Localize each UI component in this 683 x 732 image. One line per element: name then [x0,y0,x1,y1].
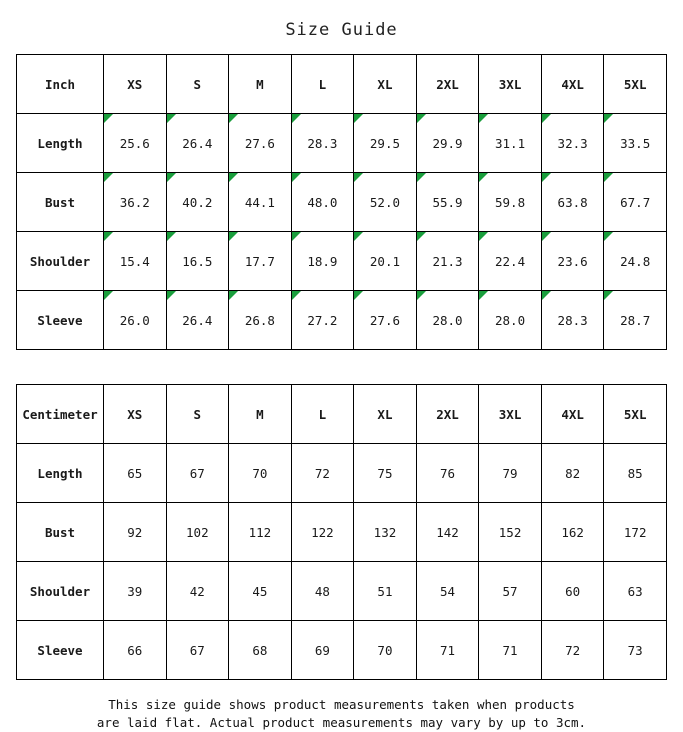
row-label-cm-length: Length [17,444,104,503]
size-header-l: L [291,55,354,114]
cell-inch-shoulder-m: 17.7 [229,232,292,291]
cell-cm-shoulder-5xl: 63 [604,562,667,621]
size-header-cm-m: M [229,385,292,444]
cell-inch-length-s: 26.4 [166,114,229,173]
cell-cm-sleeve-xs: 66 [104,621,167,680]
size-header-2xl: 2XL [416,55,479,114]
cell-inch-length-m: 27.6 [229,114,292,173]
cell-cm-shoulder-3xl: 57 [479,562,542,621]
cell-cm-shoulder-s: 42 [166,562,229,621]
cell-cm-shoulder-2xl: 54 [416,562,479,621]
cell-cm-sleeve-xl: 70 [354,621,417,680]
size-header-cm-s: S [166,385,229,444]
cell-inch-sleeve-2xl: 28.0 [416,291,479,350]
size-header-cm-l: L [291,385,354,444]
cell-cm-bust-3xl: 152 [479,503,542,562]
table-row [17,562,667,621]
cell-cm-shoulder-xl: 51 [354,562,417,621]
cell-inch-bust-m: 44.1 [229,173,292,232]
table-header-row [17,55,667,114]
cell-cm-length-2xl: 76 [416,444,479,503]
cell-cm-length-s: 67 [166,444,229,503]
cell-cm-sleeve-3xl: 71 [479,621,542,680]
cell-inch-length-xl: 29.5 [354,114,417,173]
cell-cm-length-5xl: 85 [604,444,667,503]
cell-cm-length-l: 72 [291,444,354,503]
footnote-line-2: are laid flat. Actual product measurements may vary by up to 3cm. [96,715,587,730]
cell-inch-sleeve-xl: 27.6 [354,291,417,350]
size-header-s: S [166,55,229,114]
cell-cm-length-3xl: 79 [479,444,542,503]
cell-inch-length-xs: 25.6 [104,114,167,173]
size-header-xl: XL [354,55,417,114]
cell-cm-length-xl: 75 [354,444,417,503]
cell-inch-shoulder-xs: 15.4 [104,232,167,291]
cell-inch-shoulder-5xl: 24.8 [604,232,667,291]
table-row [17,444,667,503]
size-header-cm-4xl: 4XL [541,385,604,444]
table-row [17,503,667,562]
table-row [17,291,667,350]
cell-cm-length-m: 70 [229,444,292,503]
table-row [17,114,667,173]
cell-cm-length-4xl: 82 [541,444,604,503]
cell-inch-bust-s: 40.2 [166,173,229,232]
cell-cm-bust-4xl: 162 [541,503,604,562]
cell-inch-bust-2xl: 55.9 [416,173,479,232]
cell-cm-bust-2xl: 142 [416,503,479,562]
cell-inch-sleeve-5xl: 28.7 [604,291,667,350]
cell-inch-shoulder-4xl: 23.6 [541,232,604,291]
size-header-3xl: 3XL [479,55,542,114]
cell-inch-bust-5xl: 67.7 [604,173,667,232]
cell-inch-sleeve-s: 26.4 [166,291,229,350]
cell-cm-sleeve-l: 69 [291,621,354,680]
size-header-m: M [229,55,292,114]
cell-inch-sleeve-4xl: 28.3 [541,291,604,350]
cell-inch-length-2xl: 29.9 [416,114,479,173]
cell-cm-sleeve-s: 67 [166,621,229,680]
cell-cm-bust-s: 102 [166,503,229,562]
size-header-cm-xl: XL [354,385,417,444]
cell-inch-shoulder-2xl: 21.3 [416,232,479,291]
size-header-xs: XS [104,55,167,114]
page-title: Size Guide [285,20,398,40]
size-header-cm-2xl: 2XL [416,385,479,444]
cell-inch-length-5xl: 33.5 [604,114,667,173]
cell-cm-sleeve-4xl: 72 [541,621,604,680]
cell-inch-length-l: 28.3 [291,114,354,173]
cell-cm-bust-xs: 92 [104,503,167,562]
table-row [17,232,667,291]
table-spacer [16,350,667,384]
table-row [17,173,667,232]
row-label-cm-bust: Bust [17,503,104,562]
cell-cm-bust-xl: 132 [354,503,417,562]
unit-label-centimeter: Centimeter [17,385,104,444]
row-label-shoulder: Shoulder [17,232,104,291]
cell-inch-shoulder-s: 16.5 [166,232,229,291]
cell-inch-sleeve-3xl: 28.0 [479,291,542,350]
footnote-line-1: This size guide shows product measurements taken when products [108,697,575,712]
cell-cm-sleeve-5xl: 73 [604,621,667,680]
row-label-sleeve: Sleeve [17,291,104,350]
cell-inch-sleeve-m: 26.8 [229,291,292,350]
cell-cm-shoulder-xs: 39 [104,562,167,621]
size-header-4xl: 4XL [541,55,604,114]
cell-inch-sleeve-xs: 26.0 [104,291,167,350]
cell-inch-sleeve-l: 27.2 [291,291,354,350]
cell-inch-bust-xl: 52.0 [354,173,417,232]
row-label-length: Length [17,114,104,173]
size-header-cm-xs: XS [104,385,167,444]
cell-cm-shoulder-l: 48 [291,562,354,621]
cell-inch-bust-4xl: 63.8 [541,173,604,232]
cell-inch-shoulder-xl: 20.1 [354,232,417,291]
row-label-cm-sleeve: Sleeve [17,621,104,680]
cell-inch-bust-l: 48.0 [291,173,354,232]
cell-cm-bust-5xl: 172 [604,503,667,562]
cell-inch-shoulder-l: 18.9 [291,232,354,291]
row-label-cm-shoulder: Shoulder [17,562,104,621]
cell-inch-bust-3xl: 59.8 [479,173,542,232]
unit-label-inch: Inch [17,55,104,114]
cell-cm-bust-l: 122 [291,503,354,562]
cell-inch-length-4xl: 32.3 [541,114,604,173]
cell-cm-shoulder-m: 45 [229,562,292,621]
cell-inch-length-3xl: 31.1 [479,114,542,173]
size-table-centimeter [16,384,667,680]
table-header-row [17,385,667,444]
size-header-cm-5xl: 5XL [604,385,667,444]
size-header-5xl: 5XL [604,55,667,114]
cell-cm-length-xs: 65 [104,444,167,503]
cell-cm-bust-m: 112 [229,503,292,562]
size-header-cm-3xl: 3XL [479,385,542,444]
cell-cm-sleeve-m: 68 [229,621,292,680]
cell-inch-shoulder-3xl: 22.4 [479,232,542,291]
footnote [16,680,667,732]
cell-inch-bust-xs: 36.2 [104,173,167,232]
row-label-bust: Bust [17,173,104,232]
cell-cm-shoulder-4xl: 60 [541,562,604,621]
cell-cm-sleeve-2xl: 71 [416,621,479,680]
size-table-inch [16,54,667,350]
table-row [17,621,667,680]
